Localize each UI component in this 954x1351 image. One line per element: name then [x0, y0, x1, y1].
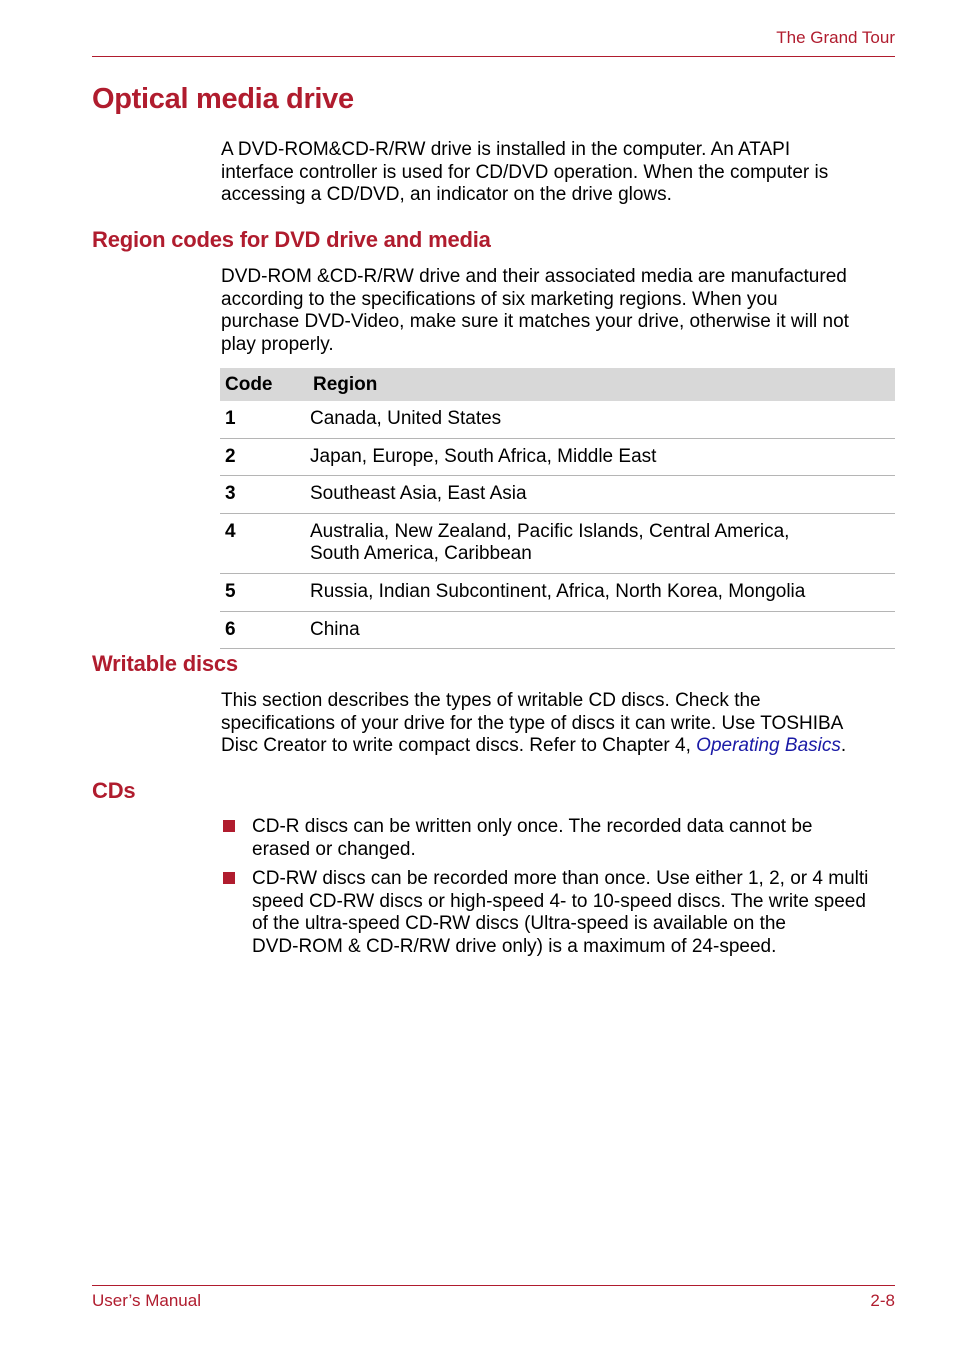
table-row: [220, 611, 895, 649]
bullet-line: of the ultra-speed CD-RW discs (Ultra-speed is available on the: [252, 913, 786, 935]
region-cell: [307, 476, 895, 514]
region-codes-heading: Region codes for DVD drive and media: [92, 227, 491, 252]
page-number: 2-8: [870, 1291, 895, 1310]
footer-rule: [92, 1285, 895, 1286]
table-row: [220, 573, 895, 611]
writable-line: Disc Creator to write compact discs. Refer to Chapter 4,: [221, 735, 691, 757]
column-header-region: Region: [307, 368, 895, 401]
region-cell: [307, 573, 895, 611]
square-bullet-icon: [223, 820, 235, 832]
bullet-line: speed CD-RW discs or high-speed 4- to 10-speed discs. The write speed: [252, 890, 866, 912]
cds-heading: CDs: [92, 778, 136, 803]
table-row: [220, 438, 895, 476]
writable-discs-heading: Writable discs: [92, 651, 238, 676]
region-cell-line: South America, Caribbean: [310, 543, 532, 565]
code-cell: 6: [220, 611, 307, 649]
column-header-code: Code: [220, 368, 307, 401]
operating-basics-link[interactable]: Operating Basics: [696, 735, 841, 757]
region-cell-line: Canada, United States: [310, 408, 502, 429]
region-line: according to the specifications of six marketing regions. When you: [221, 288, 778, 310]
page-title: Optical media drive: [92, 83, 354, 115]
region-line: play properly.: [221, 333, 334, 355]
table-row: [220, 513, 895, 573]
bullet-line: DVD-ROM & CD-R/RW drive only) is a maximum of 24-speed.: [252, 935, 777, 957]
region-paragraph: [221, 266, 901, 356]
running-header: The Grand Tour: [776, 28, 895, 47]
code-cell: 1: [220, 401, 307, 438]
region-cell: [307, 438, 895, 476]
table-header-row: [220, 368, 895, 401]
region-cell-line: Japan, Europe, South Africa, Middle East: [310, 445, 657, 467]
region-cell-line: Southeast Asia, East Asia: [310, 483, 527, 505]
table-row: [220, 401, 895, 438]
code-cell: 5: [220, 573, 307, 611]
intro-line: interface controller is used for CD/DVD operation. When the computer is: [221, 161, 829, 183]
writable-period: .: [840, 735, 847, 757]
bullet-line: erased or changed.: [252, 838, 416, 860]
footer-manual-name: User’s Manual: [92, 1291, 201, 1310]
code-cell: 3: [220, 476, 307, 514]
table-row: [220, 476, 895, 514]
cds-bullet-list: [221, 816, 901, 966]
region-codes-table: [220, 368, 895, 649]
region-cell-line: Australia, New Zealand, Pacific Islands, Central America,: [310, 520, 790, 542]
intro-line: A DVD-ROM&CD-R/RW drive is installed in the computer. An ATAPI: [221, 139, 791, 160]
list-item: [221, 816, 901, 861]
region-cell: [307, 401, 895, 438]
writable-line: specifications of your drive for the type of discs it can write. Use TOSHIBA: [221, 712, 844, 734]
region-line: DVD-ROM &CD-R/RW drive and their associated media are manufactured: [221, 266, 847, 287]
bullet-line: CD-R discs can be written only once. The recorded data cannot be: [252, 816, 813, 837]
region-line: purchase DVD-Video, make sure it matches your drive, otherwise it will not: [221, 311, 849, 333]
writable-line: This section describes the types of writable CD discs. Check the: [221, 690, 761, 711]
region-cell: [307, 513, 895, 573]
bullet-line: CD-RW discs can be recorded more than once. Use either 1, 2, or 4 multi: [252, 868, 869, 890]
intro-line: accessing a CD/DVD, an indicator on the drive glows.: [221, 184, 672, 206]
intro-paragraph: [221, 139, 901, 207]
code-cell: 2: [220, 438, 307, 476]
header-rule: [92, 56, 895, 57]
writable-paragraph: [221, 690, 901, 758]
region-cell-line: China: [310, 618, 360, 640]
square-bullet-icon: [223, 872, 235, 884]
list-item: [221, 868, 901, 958]
code-cell: 4: [220, 513, 307, 573]
region-cell: [307, 611, 895, 649]
region-cell-line: Russia, Indian Subcontinent, Africa, North Korea, Mongolia: [310, 580, 806, 602]
